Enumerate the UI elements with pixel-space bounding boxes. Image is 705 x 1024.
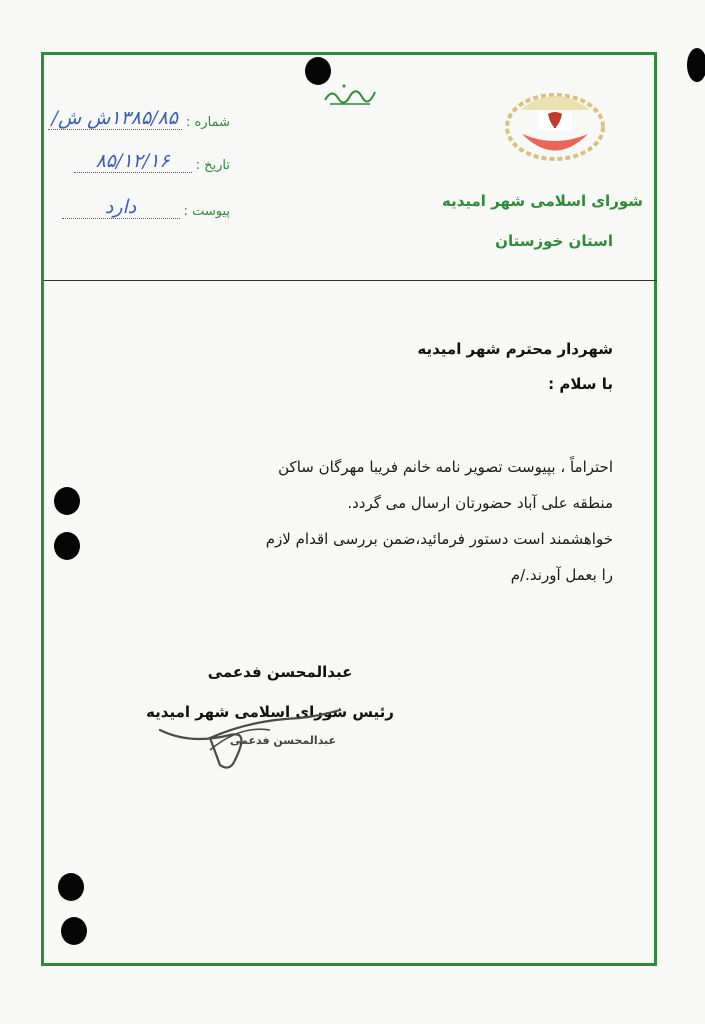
province-name: استان خوزستان — [495, 232, 613, 250]
letter-addressee: شهردار محترم شهر امیدیه — [417, 340, 613, 358]
punch-hole — [61, 917, 87, 945]
iran-emblem-logo — [500, 82, 610, 167]
letter-line: خواهشمند است دستور فرمائید،ضمن بررسی اقدام لازم — [265, 530, 613, 548]
council-name: شورای اسلامی شهر امیدیه — [441, 192, 643, 210]
number-row — [48, 107, 230, 130]
date-row — [74, 150, 230, 173]
letter-line: احتراماً ، بپیوست تصویر نامه خانم فریبا مهرگان ساکن — [278, 458, 613, 476]
signatory-name: عبدالمحسن فدعمی — [207, 663, 353, 681]
punch-hole — [54, 532, 80, 560]
attachment-row — [62, 196, 230, 219]
punch-hole — [58, 873, 84, 901]
letter-line: را بعمل آورند./م — [510, 566, 613, 584]
attachment-label: پیوست : — [183, 204, 230, 219]
attachment-value: دارد — [62, 196, 180, 219]
date-value: ۸۵/۱۲/۱۶ — [74, 150, 192, 173]
number-value: ۱۳۸۵/۸۵ش ش/ — [48, 107, 182, 130]
punch-hole — [54, 487, 80, 515]
letter-line: منطقه علی آباد حضورتان ارسال می گردد. — [347, 494, 613, 512]
signatory-title: رئیس شورای اسلامی شهر امیدیه — [146, 703, 394, 721]
date-label: تاریخ : — [195, 158, 230, 173]
punch-hole — [687, 48, 705, 82]
letter-salutation: با سلام : — [548, 375, 613, 393]
name-stamp: عبدالمحسن فدعمی — [230, 734, 337, 747]
bismillah-calligraphy — [320, 78, 380, 108]
header-divider — [44, 280, 657, 281]
number-label: شماره : — [186, 115, 230, 130]
